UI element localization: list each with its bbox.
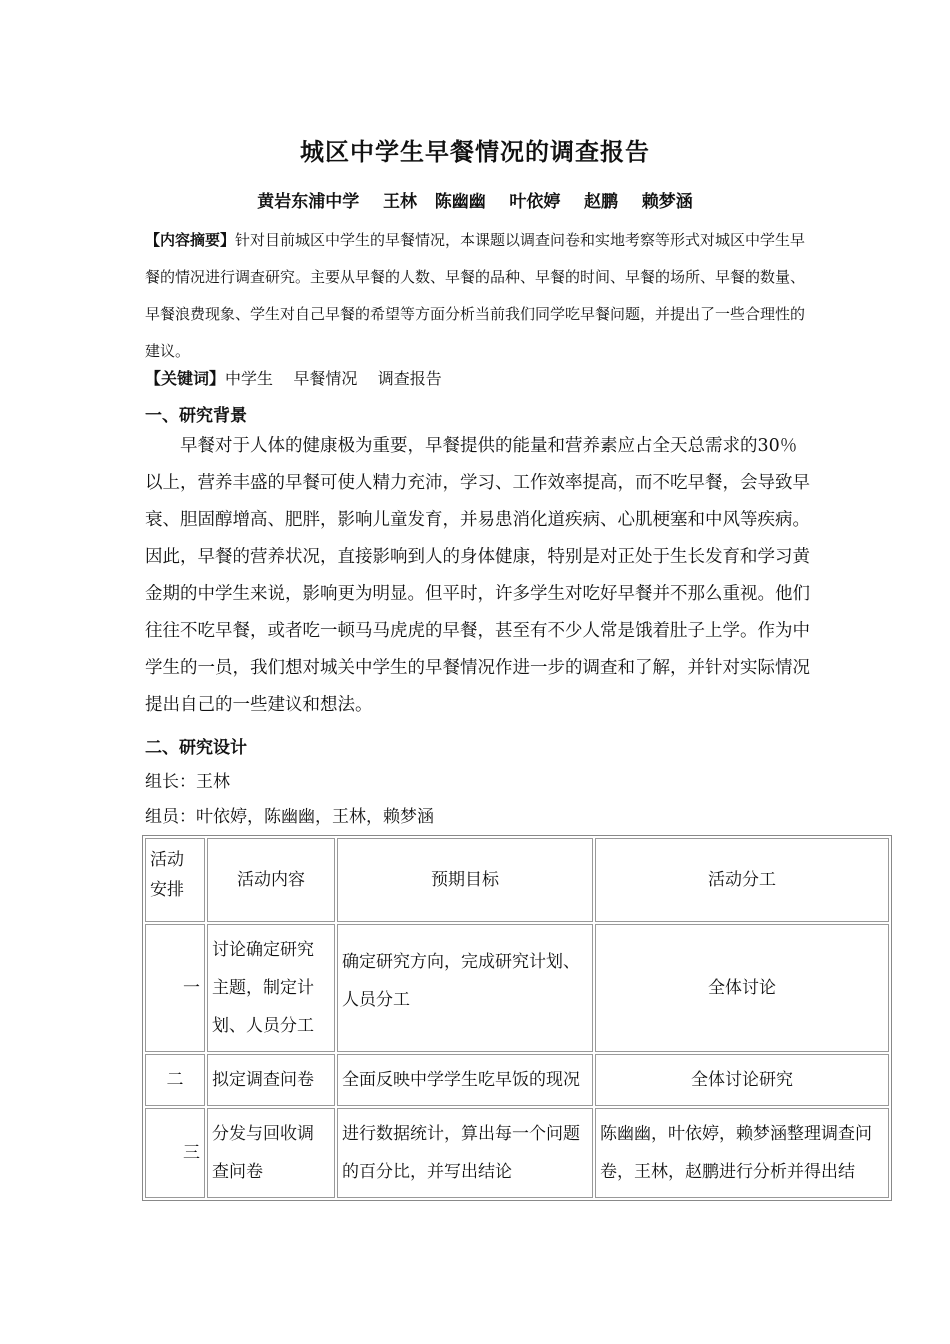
table-cell: 全体讨论研究 [595, 1054, 889, 1106]
table-cell: 进行数据统计，算出每一个问题的百分比，并写出结论 [337, 1108, 593, 1198]
table-cell: 讨论确定研究主题，制定计划、人员分工 [207, 924, 335, 1052]
table-cell: 全面反映中学学生吃早饭的现况 [337, 1054, 593, 1106]
table-cell: 二 [145, 1054, 205, 1106]
activity-plan-table [142, 835, 892, 1201]
table-row [145, 924, 889, 1052]
abstract [145, 222, 815, 370]
keywords-text: 中学生 早餐情况 调查报告 [225, 369, 442, 388]
table-header-row [145, 838, 889, 922]
table-row [145, 1054, 889, 1106]
keywords-label: 【关键词】 [145, 369, 226, 388]
table-row [145, 1108, 889, 1198]
group-members: 组员：叶依婷，陈幽幽，王林，赖梦涵 [145, 807, 434, 827]
table-cell: 三 [145, 1108, 205, 1198]
table-cell: 分发与回收调查问卷 [207, 1108, 335, 1198]
section-heading-design: 二、研究设计 [145, 738, 247, 758]
abstract-text: 针对目前城区中学生的早餐情况，本课题以调查问卷和实地考察等形式对城区中学生早餐的情况进行调查研究。主要从早餐的人数、早餐的品种、早餐的时间、早餐的场所、早餐的数量、早餐浪费现象、学生对自己早餐的希望等方面分析当前我们同学吃早餐问题，并提出了一些合理性的建议。 [145, 231, 806, 360]
table-header-cell: 活动内容 [207, 838, 335, 922]
section-heading-background: 一、研究背景 [145, 406, 247, 426]
table-header-cell: 活动安排 [145, 838, 205, 922]
table-header-cell: 活动分工 [595, 838, 889, 922]
report-title: 城区中学生早餐情况的调查报告 [300, 138, 650, 166]
table-header-cell: 预期目标 [337, 838, 593, 922]
keywords [145, 366, 442, 389]
section-body-background: 早餐对于人体的健康极为重要，早餐提供的能量和营养素应占全天总需求的30％以上，营养丰盛的早餐可使人精力充沛，学习、工作效率提高，而不吃早餐，会导致早衰、胆固醇增高、肥胖，影响儿童发育，并易患消化道疾病、心肌梗塞和中风等疾病。因此，早餐的营养状况，直接影响到人的身体健康，特别是对正处于生长发育和学习黄金期的中学生来说，影响更为明显。但平时，许多学生对吃好早餐并不那么重视。他们往往不吃早餐，或者吃一顿马马虎虎的早餐，甚至有不少人常是饿着肚子上学。作为中学生的一员，我们想对城关中学生的早餐情况作进一步的调查和了解，并针对实际情况提出自己的一些建议和想法。 [145, 436, 810, 715]
table-cell: 确定研究方向，完成研究计划、人员分工 [337, 924, 593, 1052]
author-line: 黄岩东浦中学 王林 陈幽幽 叶依婷 赵鹏 赖梦涵 [257, 192, 693, 212]
table-cell: 一 [145, 924, 205, 1052]
table-cell: 拟定调查问卷 [207, 1054, 335, 1106]
abstract-label: 【内容摘要】 [145, 231, 236, 249]
group-leader: 组长：王林 [145, 772, 230, 792]
table-cell: 陈幽幽，叶依婷，赖梦涵整理调查问卷，王林，赵鹏进行分析并得出结 [595, 1108, 889, 1198]
table-cell: 全体讨论 [595, 924, 889, 1052]
